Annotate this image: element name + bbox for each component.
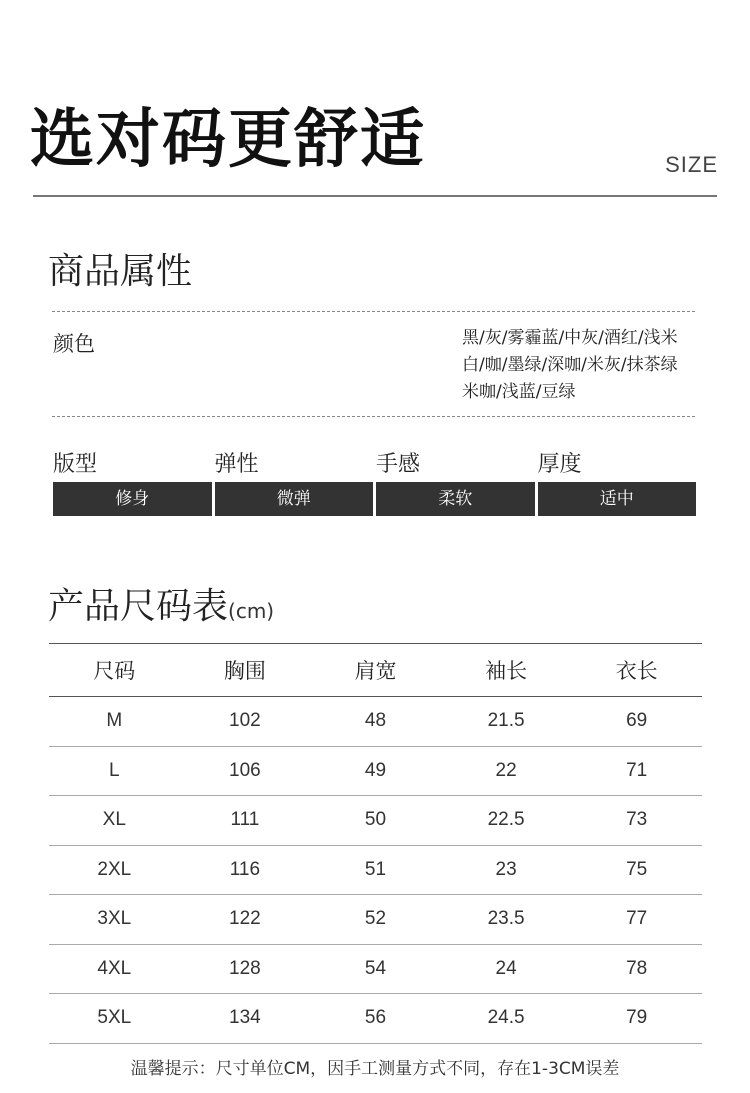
header-chest: 胸围 (180, 644, 311, 697)
dashed-divider-bottom (52, 416, 695, 417)
size-chart-title (48, 585, 274, 633)
table-cell: 102 (180, 697, 311, 747)
spec-label: 版型 (53, 452, 98, 477)
table-cell: 77 (571, 895, 702, 945)
table-row (49, 994, 702, 1044)
table-cell: 134 (180, 994, 311, 1044)
header-shoulder: 肩宽 (310, 644, 441, 697)
color-options (462, 325, 698, 406)
spec-row (53, 450, 696, 516)
dashed-divider-top (52, 311, 695, 312)
size-chart-unit: (cm) (228, 599, 275, 623)
table-cell: 49 (310, 746, 441, 796)
spec-feel (376, 450, 535, 516)
table-cell: 122 (180, 895, 311, 945)
table-row (49, 746, 702, 796)
size-tag: SIZE (665, 152, 718, 177)
table-cell: 3XL (49, 895, 180, 945)
spec-value: 柔软 (376, 482, 535, 516)
table-cell: 71 (571, 746, 702, 796)
header-length: 衣长 (571, 644, 702, 697)
table-cell: 69 (571, 697, 702, 747)
attributes-title: 商品属性 (48, 251, 193, 292)
table-cell: 24.5 (441, 994, 572, 1044)
table-cell: 23 (441, 845, 572, 895)
table-cell: 2XL (49, 845, 180, 895)
color-line: 黑/灰/雾霾蓝/中灰/酒红/浅米 (462, 328, 678, 348)
table-cell: 73 (571, 796, 702, 846)
spec-label: 厚度 (537, 452, 582, 477)
spec-fit (53, 450, 212, 516)
table-row (49, 845, 702, 895)
header-sleeve: 袖长 (441, 644, 572, 697)
header-divider (33, 195, 717, 197)
table-header-row (49, 644, 702, 697)
table-cell: 128 (180, 944, 311, 994)
table-cell: 106 (180, 746, 311, 796)
spec-label: 弹性 (214, 452, 259, 477)
spec-elasticity (215, 450, 374, 516)
spec-thickness (538, 450, 697, 516)
header-size: 尺码 (49, 644, 180, 697)
page-title: 选对码更舒适 (30, 103, 426, 177)
table-cell: 48 (310, 697, 441, 747)
size-table (49, 643, 702, 1044)
table-cell: 111 (180, 796, 311, 846)
measurement-note: 温馨提示：尺寸单位CM，因手工测量方式不同，存在1-3CM误差 (130, 1059, 620, 1079)
table-row (49, 895, 702, 945)
table-cell: 75 (571, 845, 702, 895)
color-line: 白/咖/墨绿/深咖/米灰/抹茶绿 (462, 355, 678, 375)
size-chart-title-text: 产品尺码表 (48, 586, 229, 627)
table-cell: 116 (180, 845, 311, 895)
table-cell: 24 (441, 944, 572, 994)
table-cell: 79 (571, 994, 702, 1044)
table-cell: 21.5 (441, 697, 572, 747)
table-cell: M (49, 697, 180, 747)
table-cell: 78 (571, 944, 702, 994)
color-label: 颜色 (53, 332, 95, 356)
table-row (49, 697, 702, 747)
spec-value: 修身 (53, 482, 212, 516)
color-line: 米咖/浅蓝/豆绿 (462, 382, 576, 402)
spec-value: 微弹 (215, 482, 374, 516)
table-cell: 54 (310, 944, 441, 994)
table-cell: 4XL (49, 944, 180, 994)
table-cell: 22.5 (441, 796, 572, 846)
table-row (49, 796, 702, 846)
table-row (49, 944, 702, 994)
table-cell: L (49, 746, 180, 796)
table-cell: 51 (310, 845, 441, 895)
table-cell: 52 (310, 895, 441, 945)
spec-value: 适中 (538, 482, 697, 516)
table-cell: 22 (441, 746, 572, 796)
table-cell: XL (49, 796, 180, 846)
spec-label: 手感 (376, 452, 421, 477)
table-cell: 56 (310, 994, 441, 1044)
table-cell: 50 (310, 796, 441, 846)
table-cell: 23.5 (441, 895, 572, 945)
table-cell: 5XL (49, 994, 180, 1044)
